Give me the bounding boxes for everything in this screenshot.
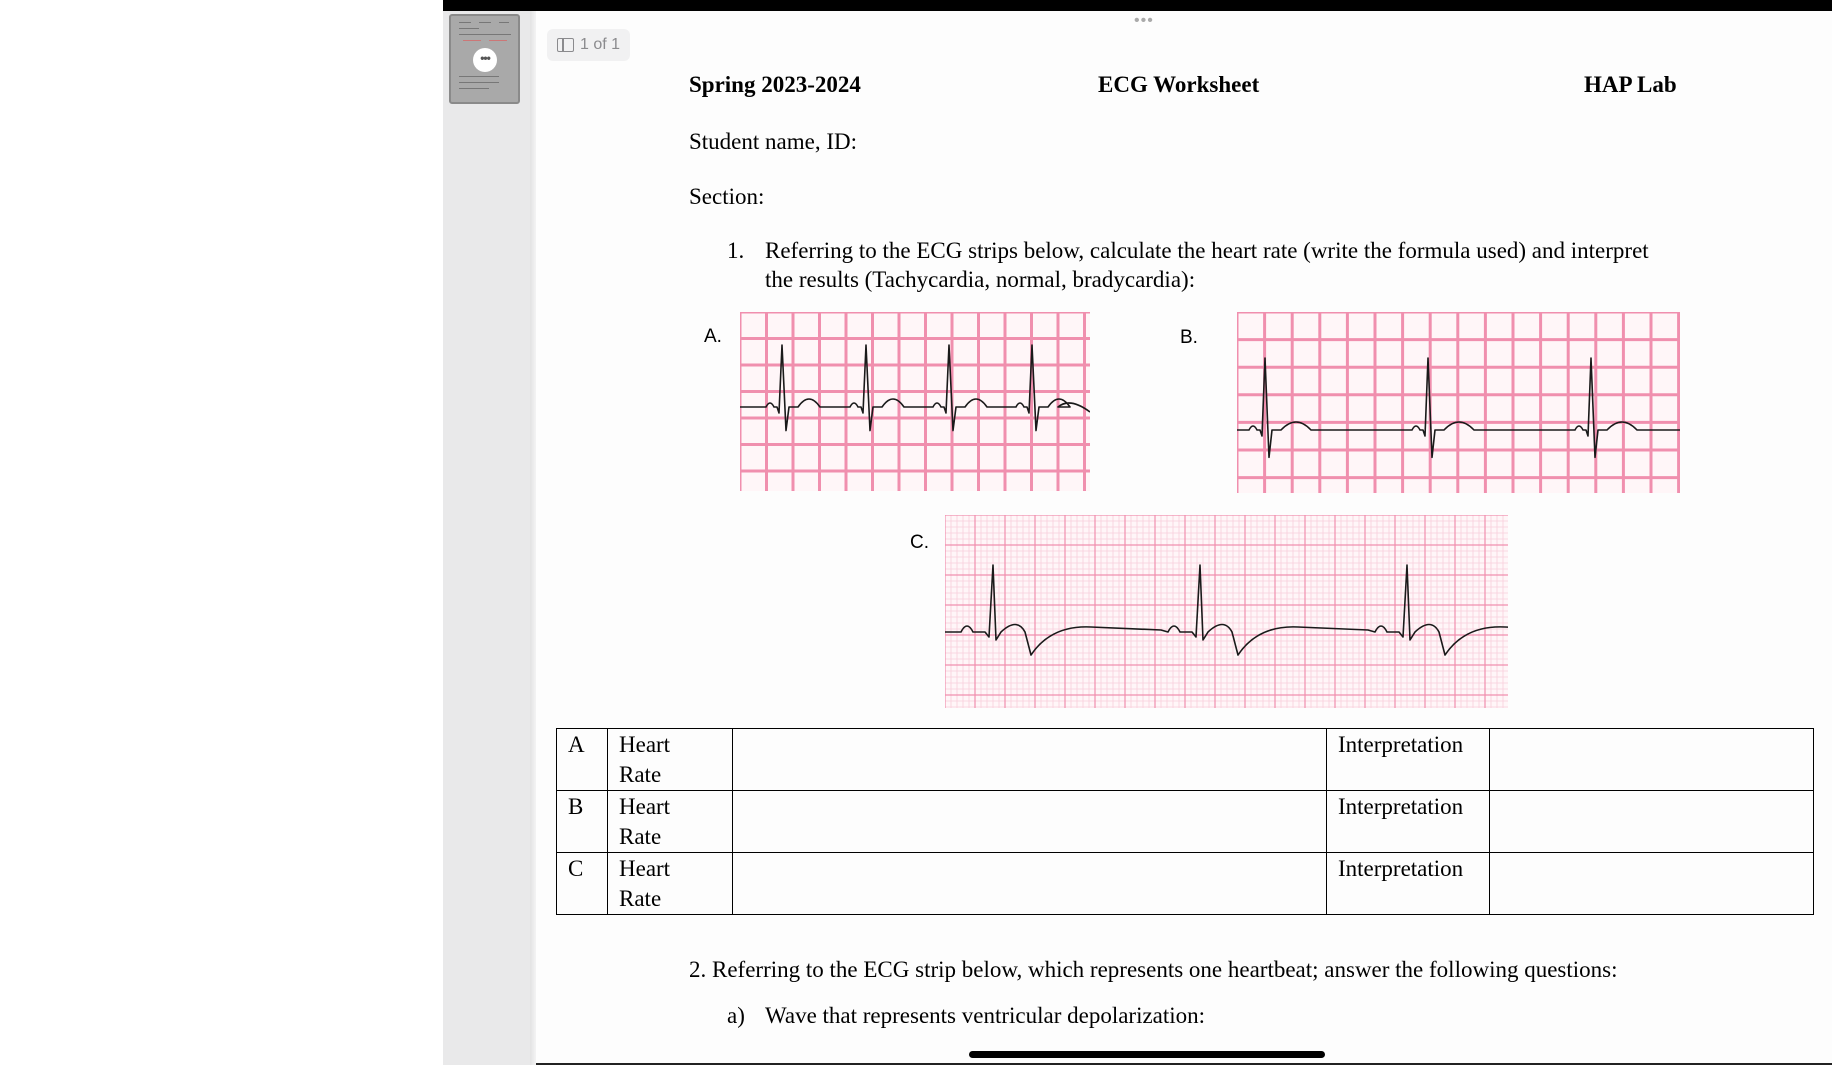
question2-a-label: a) <box>727 1003 745 1028</box>
heart-rate-answer-cell[interactable] <box>733 853 1327 915</box>
interpretation-answer-cell[interactable] <box>1490 853 1814 915</box>
ecg-paper <box>945 515 1508 708</box>
heart-rate-label: Heart Rate <box>608 729 733 791</box>
strip-b-label: B. <box>1180 327 1198 348</box>
header-lab: HAP Lab <box>1584 72 1677 97</box>
section-field: Section: <box>689 184 765 209</box>
page-indicator[interactable] <box>547 29 630 61</box>
interpretation-label: Interpretation <box>1327 791 1490 853</box>
strip-c-label: C. <box>910 532 929 553</box>
page-thumbnail[interactable] <box>449 14 520 104</box>
heart-rate-answer-cell[interactable] <box>733 729 1327 791</box>
thumbnail-sidebar <box>443 11 535 1065</box>
question2-text: 2. Referring to the ECG strip below, which represents one heartbeat; answer the following questions: <box>689 957 1618 982</box>
more-options-icon[interactable]: ••• <box>1134 12 1154 29</box>
question1-number: 1. <box>727 238 745 263</box>
student-name-field: Student name, ID: <box>689 129 857 154</box>
ecg-strip-b <box>1237 312 1680 493</box>
sidebar-toggle-icon <box>557 38 574 52</box>
interpretation-label: Interpretation <box>1327 853 1490 915</box>
heart-rate-table <box>556 728 1814 915</box>
interpretation-label: Interpretation <box>1327 729 1490 791</box>
heart-rate-answer-cell[interactable] <box>733 791 1327 853</box>
strip-a-label: A. <box>704 326 722 347</box>
row-id: B <box>557 791 608 853</box>
interpretation-answer-cell[interactable] <box>1490 791 1814 853</box>
heart-rate-label: Heart Rate <box>608 791 733 853</box>
ecg-strip-a <box>740 312 1090 491</box>
interpretation-answer-cell[interactable] <box>1490 729 1814 791</box>
scroll-indicator[interactable] <box>969 1051 1325 1058</box>
row-id: C <box>557 853 608 915</box>
header-term: Spring 2023-2024 <box>689 72 861 97</box>
heart-rate-label: Heart Rate <box>608 853 733 915</box>
thumbnail-more-button[interactable]: ••• <box>473 48 497 72</box>
viewer-top-bar <box>443 0 1832 11</box>
row-id: A <box>557 729 608 791</box>
header-title: ECG Worksheet <box>1098 72 1260 97</box>
ecg-strip-c <box>945 515 1508 708</box>
table-row <box>557 853 1814 915</box>
question1-line2: the results (Tachycardia, normal, bradycardia): <box>765 267 1196 292</box>
page-count: 1 of 1 <box>580 36 621 53</box>
table-row <box>557 791 1814 853</box>
question1-line1: Referring to the ECG strips below, calculate the heart rate (write the formula used) and interpret <box>765 238 1649 263</box>
table-row <box>557 729 1814 791</box>
question2-a-text: Wave that represents ventricular depolarization: <box>765 1003 1206 1028</box>
sidebar-divider <box>530 11 536 1065</box>
